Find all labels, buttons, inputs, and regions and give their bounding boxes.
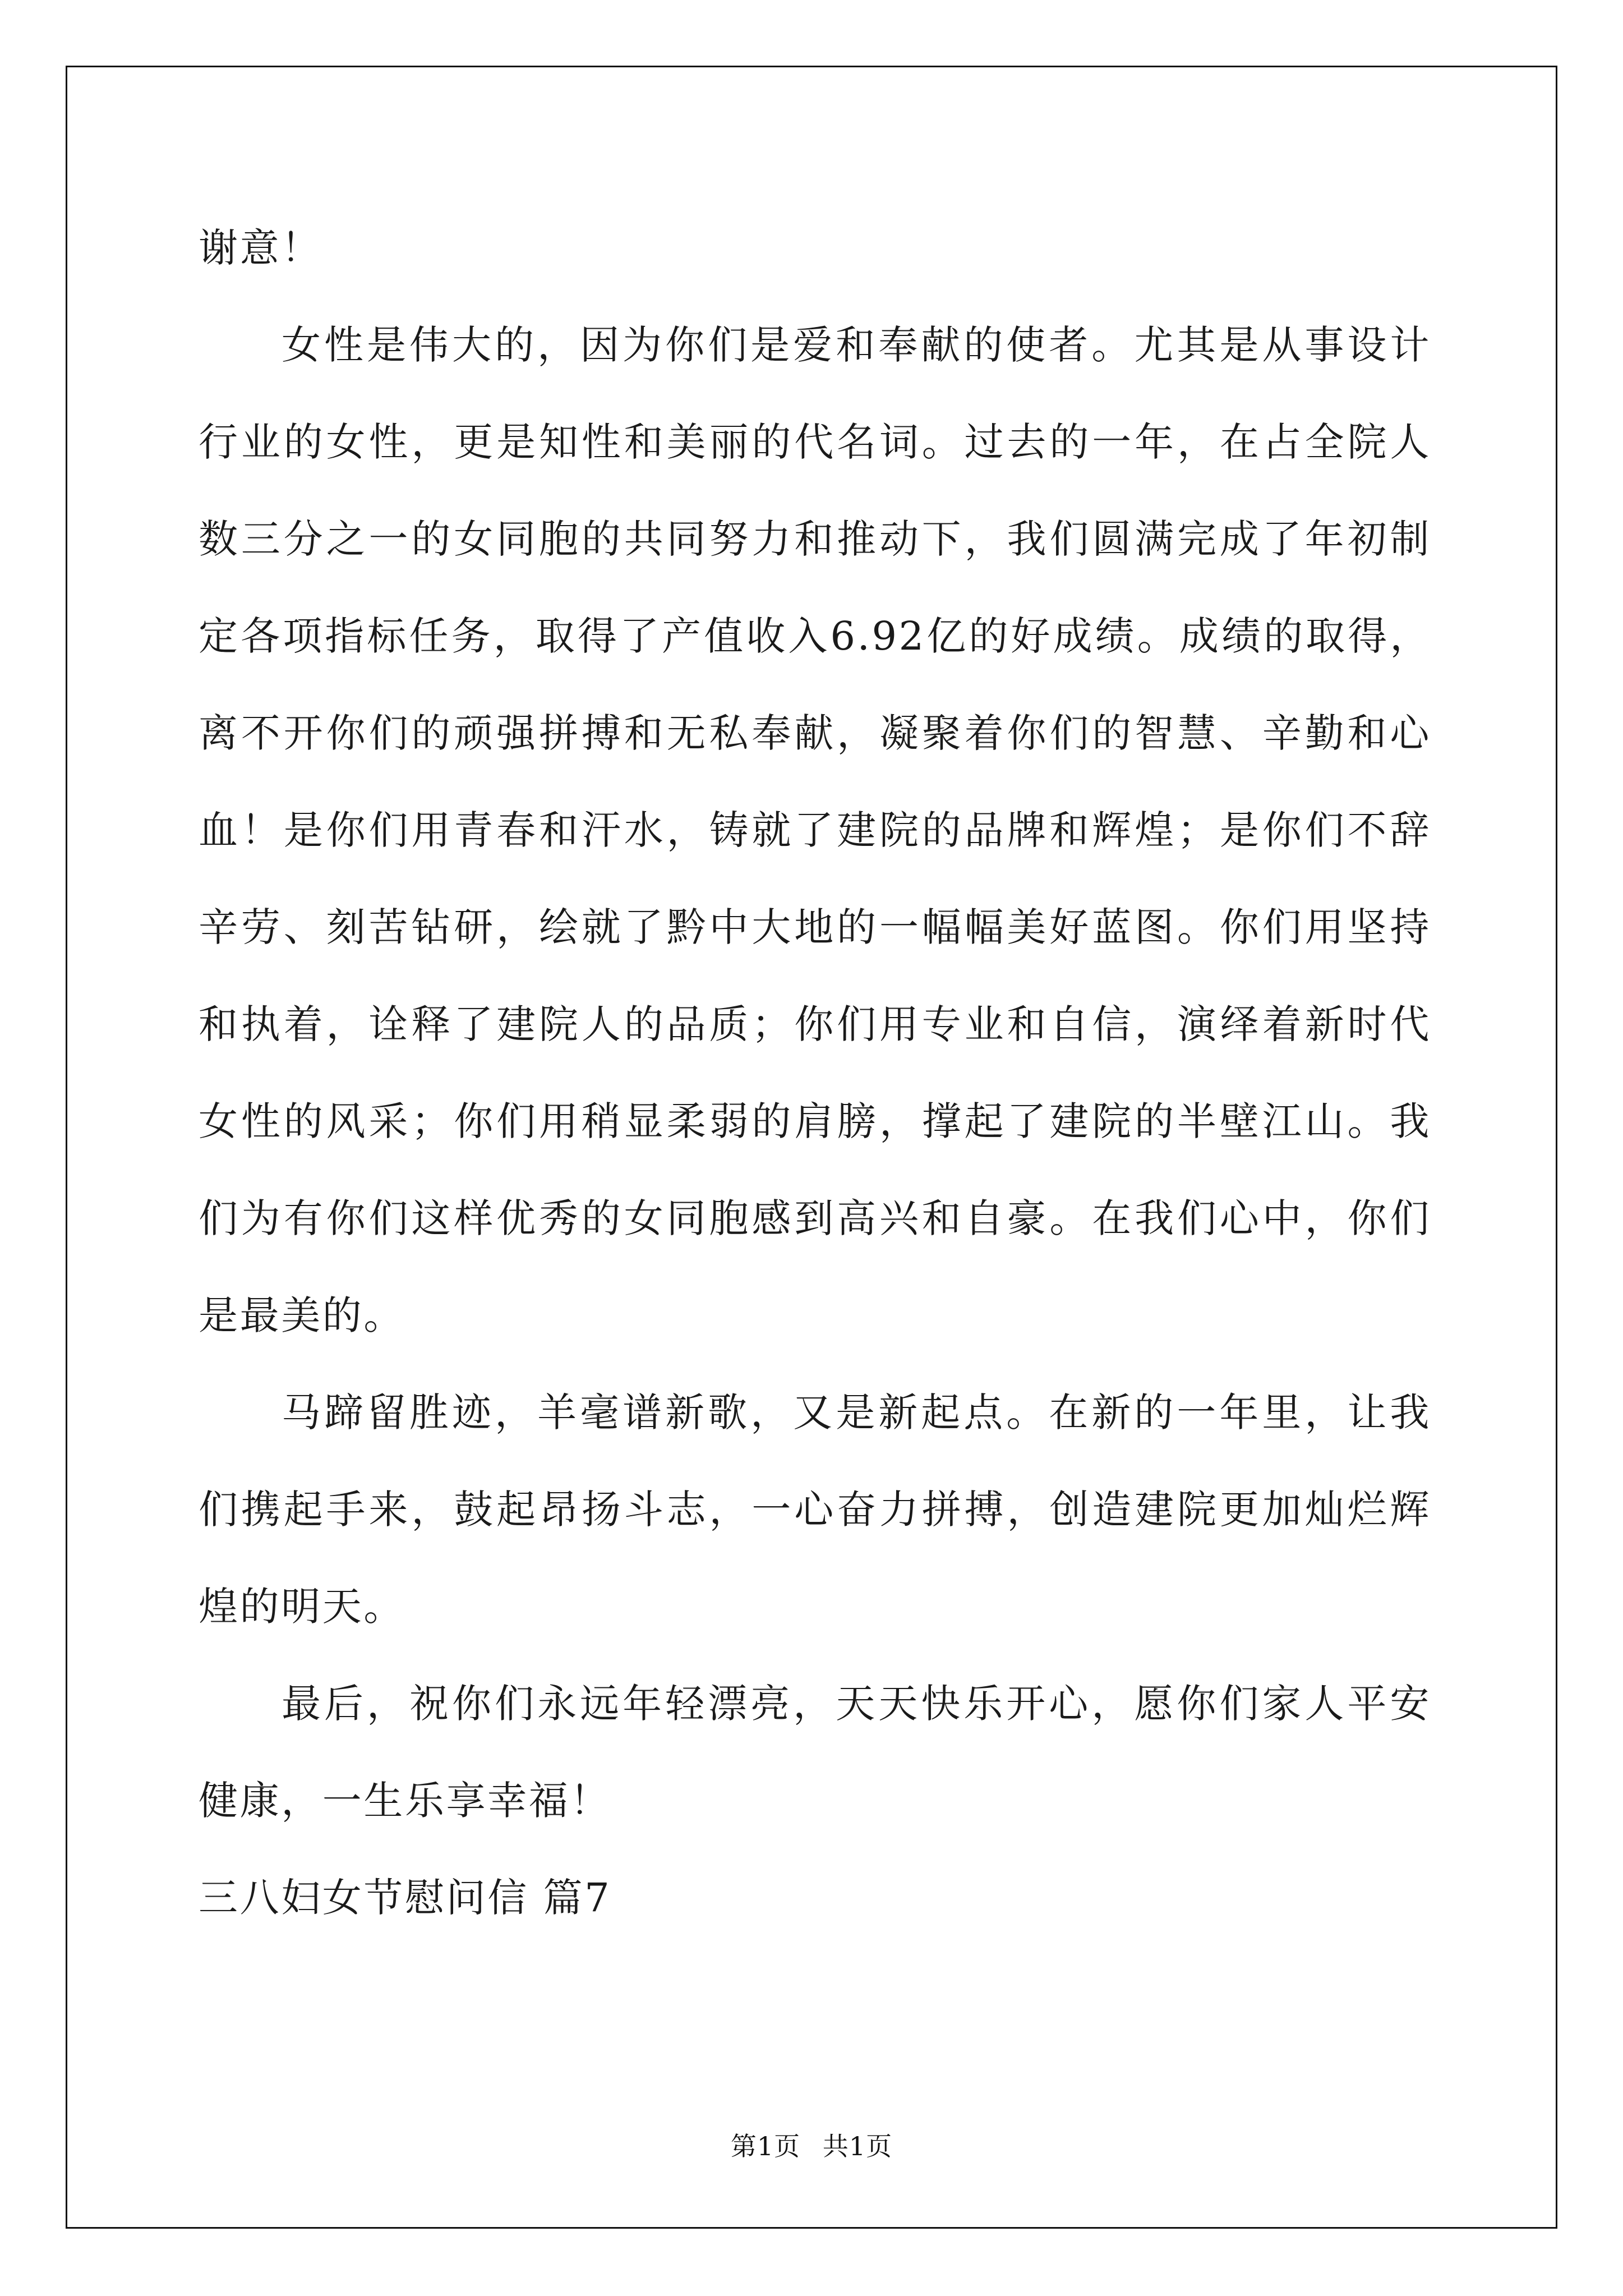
section-heading: 三八妇女节慰问信 篇7 — [199, 1875, 612, 1921]
paragraph-tribute: 女性是伟大的，因为你们是爱和奉献的使者。尤其是从事设计行业的女性，更是知性和美丽的代名词。过去的一年，在占全院人数三分之一的女同胞的共同努力和推动下，我们圆满完成了年初制定各项指标任务，取得了产值收入6.92亿的好成绩。成绩的取得，离不开你们的顽强拼搏和无私奉献，凝聚着你们的智慧、辛勤和心血！是你们用青春和汗水，铸就了建院的品牌和辉煌；是你们不辞辛劳、刻苦钻研，绘就了黔中大地的一幅幅美好蓝图。你们用坚持和执着，诠释了建院人的品质；你们用专业和自信，演绎着新时代女性的风采；你们用稍显柔弱的肩膀，撑起了建院的半壁江山。我们为有你们这样优秀的女同胞感到高兴和自豪。在我们心中，你们是最美的。 — [199, 322, 1431, 1338]
paragraph-new-year: 马蹄留胜迹，羊毫谱新歌，又是新起点。在新的一年里，让我们携起手来，鼓起昂扬斗志，一心奋力拼搏，创造建院更加灿烂辉煌的明天。 — [199, 1389, 1431, 1630]
page-number-total: 共1页 — [822, 2131, 893, 2161]
paragraph-wishes: 最后，祝你们永远年轻漂亮，天天快乐开心，愿你们家人平安健康，一生乐享幸福！ — [199, 1681, 1431, 1824]
paragraph-closing-fragment: 谢意！ — [199, 225, 322, 271]
page-number-current: 第1页 — [730, 2131, 801, 2161]
page-footer — [0, 2129, 1623, 2163]
document-body — [199, 200, 1431, 1947]
